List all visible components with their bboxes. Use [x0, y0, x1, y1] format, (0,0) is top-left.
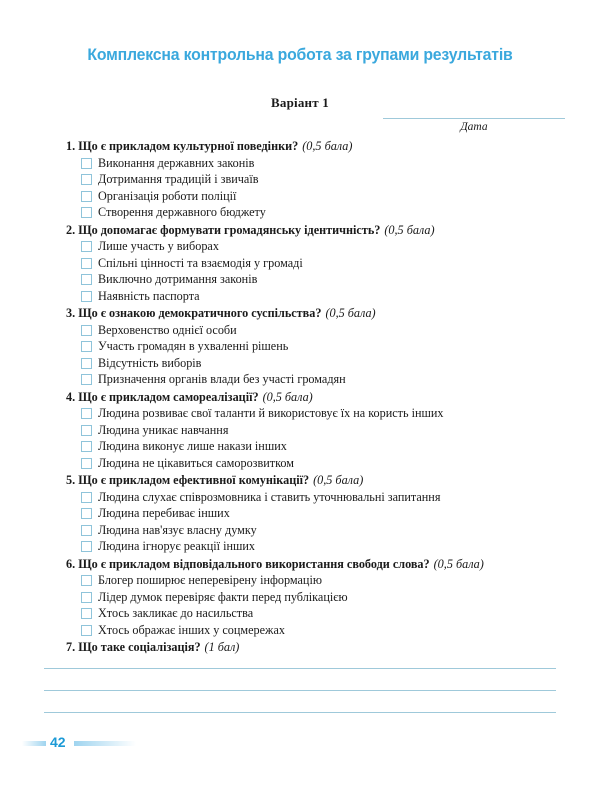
- answer-line[interactable]: [44, 668, 556, 669]
- option-label: Людина розвиває свої таланти й використовує їх на користь інших: [98, 406, 444, 420]
- option-label: Спільні цінності та взаємодія у громаді: [98, 255, 303, 270]
- option-row[interactable]: [66, 322, 571, 339]
- option-row[interactable]: [66, 455, 571, 472]
- option-label: Блогер поширює неперевірену інформацію: [98, 573, 322, 587]
- question-block: [66, 389, 571, 472]
- option-label: Дотримання традицій і звичаїв: [98, 172, 259, 186]
- option-label: Хтось ображає інших у соцмережах: [98, 622, 285, 637]
- option-row[interactable]: [66, 405, 571, 422]
- date-rule-line[interactable]: [383, 118, 565, 119]
- question-text: Що таке соціалізація?: [78, 640, 201, 654]
- question-heading: [66, 472, 571, 489]
- option-list: [66, 238, 571, 304]
- variant-label: Варіант 1: [271, 95, 329, 110]
- option-label: Наявність паспорта: [98, 288, 200, 303]
- option-row[interactable]: [66, 538, 571, 555]
- checkbox-icon[interactable]: [81, 158, 92, 169]
- question-points: (0,5 бала): [262, 389, 313, 404]
- question-text: Що допомагає формувати громадянську ідентичність?: [78, 222, 381, 237]
- question-heading: [66, 305, 571, 322]
- option-label: Людина уникає навчання: [98, 422, 229, 437]
- question-text: Що є прикладом самореалізації?: [78, 389, 259, 404]
- option-row[interactable]: [66, 522, 571, 539]
- option-row[interactable]: [66, 238, 571, 255]
- option-row[interactable]: [66, 622, 571, 639]
- option-label: Людина слухає співрозмовника і ставить уточнювальні запитання: [98, 489, 441, 504]
- option-row[interactable]: [66, 355, 571, 372]
- option-list: [66, 489, 571, 555]
- question-heading: [66, 389, 571, 406]
- option-row[interactable]: [66, 338, 571, 355]
- checkbox-icon[interactable]: [81, 274, 92, 285]
- checkbox-icon[interactable]: [81, 358, 92, 369]
- question-text: Що є ознакою демократичного суспільства?: [78, 306, 322, 320]
- question-number: 3.: [66, 306, 76, 320]
- option-label: Людина нав'язує власну думку: [98, 522, 257, 537]
- page-number: 42: [50, 734, 66, 750]
- option-row[interactable]: [66, 605, 571, 622]
- answer-line[interactable]: [44, 712, 556, 713]
- question-block: [66, 639, 571, 656]
- question-number: 2.: [66, 222, 76, 237]
- checkbox-icon[interactable]: [81, 291, 92, 302]
- option-list: [66, 572, 571, 638]
- question-text: Що є прикладом культурної поведінки?: [78, 139, 299, 153]
- question-block: [66, 472, 571, 555]
- question-heading: [66, 138, 571, 155]
- option-label: Створення державного бюджету: [98, 205, 266, 219]
- option-label: Людина виконує лише накази інших: [98, 439, 287, 453]
- option-label: Виконання державних законів: [98, 155, 255, 170]
- question-points: (0,5 бала): [433, 556, 484, 571]
- checkbox-icon[interactable]: [81, 241, 92, 252]
- option-label: Організація роботи поліції: [98, 188, 237, 203]
- footer-decoration-right: [74, 741, 136, 746]
- option-label: Людина перебиває інших: [98, 506, 230, 520]
- date-field: [383, 118, 565, 133]
- option-row[interactable]: [66, 422, 571, 439]
- option-row[interactable]: [66, 271, 571, 288]
- question-block: [66, 222, 571, 305]
- option-row[interactable]: [66, 572, 571, 589]
- question-text: Що є прикладом ефективної комунікації?: [78, 473, 310, 487]
- question-text: Що є прикладом відповідального використання свободи слова?: [78, 556, 430, 571]
- option-label: Хтось закликає до насильства: [98, 606, 254, 620]
- checkbox-icon[interactable]: [81, 608, 92, 619]
- option-label: Лише участь у виборах: [98, 239, 219, 253]
- option-label: Людина ігнорує реакції інших: [98, 539, 255, 553]
- question-points: (0,5 бала): [302, 139, 353, 153]
- option-label: Людина не цікавиться саморозвитком: [98, 455, 294, 470]
- option-row[interactable]: [66, 204, 571, 221]
- option-row[interactable]: [66, 171, 571, 188]
- option-label: Призначення органів влади без участі громадян: [98, 372, 346, 386]
- option-list: [66, 405, 571, 471]
- checkbox-icon[interactable]: [81, 258, 92, 269]
- question-number: 4.: [66, 389, 76, 404]
- option-row[interactable]: [66, 371, 571, 388]
- question-heading: [66, 639, 571, 656]
- checkbox-icon[interactable]: [81, 374, 92, 385]
- option-row[interactable]: [66, 255, 571, 272]
- checkbox-icon[interactable]: [81, 408, 92, 419]
- checkbox-icon[interactable]: [81, 191, 92, 202]
- questions-list: [66, 138, 571, 657]
- checkbox-icon[interactable]: [81, 458, 92, 469]
- footer-decoration-left: [22, 741, 46, 746]
- option-label: Участь громадян в ухваленні рішень: [98, 339, 289, 353]
- checkbox-icon[interactable]: [81, 341, 92, 352]
- answer-line[interactable]: [44, 690, 556, 691]
- question-block: [66, 138, 571, 221]
- checkbox-icon[interactable]: [81, 174, 92, 185]
- checkbox-icon[interactable]: [81, 441, 92, 452]
- checkbox-icon[interactable]: [81, 508, 92, 519]
- option-row[interactable]: [66, 589, 571, 606]
- checkbox-icon[interactable]: [81, 625, 92, 636]
- checkbox-icon[interactable]: [81, 425, 92, 436]
- option-label: Лідер думок перевіряє факти перед публікацією: [98, 589, 348, 604]
- option-list: [66, 322, 571, 388]
- option-row[interactable]: [66, 188, 571, 205]
- question-points: (0,5 бала): [325, 306, 376, 320]
- checkbox-icon[interactable]: [81, 492, 92, 503]
- option-label: Виключно дотримання законів: [98, 272, 258, 286]
- option-label: Відсутність виборів: [98, 355, 202, 370]
- option-row[interactable]: [66, 438, 571, 455]
- question-number: 5.: [66, 473, 76, 487]
- page-footer: [0, 734, 600, 752]
- question-number: 7.: [66, 640, 76, 654]
- checkbox-icon[interactable]: [81, 207, 92, 218]
- question-points: (0,5 бала): [313, 473, 364, 487]
- question-heading: [66, 556, 571, 573]
- option-row[interactable]: [66, 489, 571, 506]
- checkbox-icon[interactable]: [81, 525, 92, 536]
- option-row[interactable]: [66, 155, 571, 172]
- question-number: 6.: [66, 556, 76, 571]
- question-number: 1.: [66, 139, 76, 153]
- question-heading: [66, 222, 571, 239]
- question-points: (1 бал): [204, 640, 240, 654]
- checkbox-icon[interactable]: [81, 575, 92, 586]
- checkbox-icon[interactable]: [81, 325, 92, 336]
- question-block: [66, 305, 571, 388]
- option-label: Верховенство однієї особи: [98, 322, 237, 337]
- option-row[interactable]: [66, 505, 571, 522]
- checkbox-icon[interactable]: [81, 541, 92, 552]
- date-caption: Дата: [460, 121, 488, 133]
- page-title: Комплексна контрольна робота за групами результатів: [87, 45, 513, 64]
- question-points: (0,5 бала): [384, 222, 435, 237]
- answer-lines: [44, 668, 556, 734]
- question-block: [66, 556, 571, 639]
- option-row[interactable]: [66, 288, 571, 305]
- option-list: [66, 155, 571, 221]
- checkbox-icon[interactable]: [81, 592, 92, 603]
